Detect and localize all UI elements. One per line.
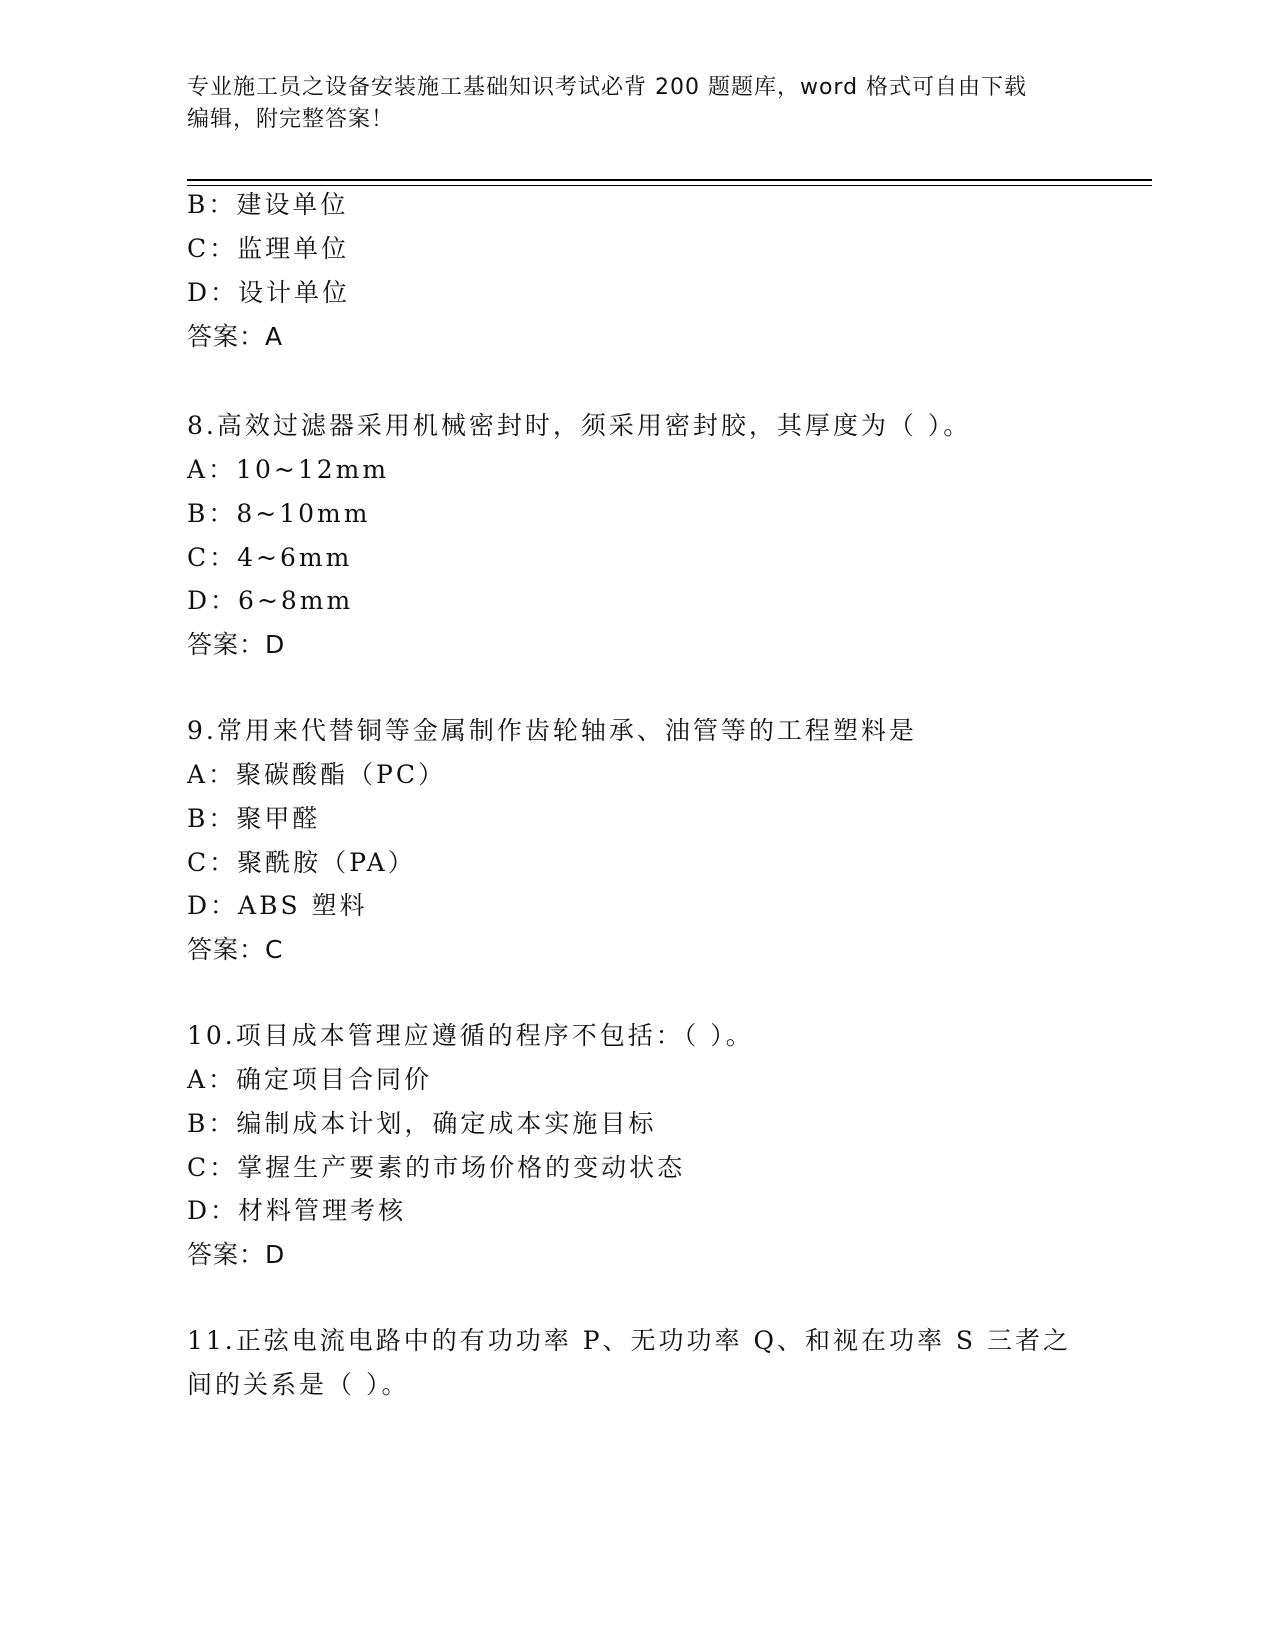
header-divider-thick [187, 179, 1152, 181]
q7-option-b: B：建设单位 [187, 190, 349, 219]
q8-option-c: C：4~6mm [187, 543, 353, 572]
q11-question-line2: 间的关系是（ ）。 [187, 1370, 410, 1399]
q9-option-b: B：聚甲醛 [187, 804, 321, 833]
q8-answer: 答案：D [187, 630, 286, 659]
q9-option-d: D：ABS 塑料 [187, 891, 368, 920]
header-title-line2: 编辑，附完整答案！ [187, 107, 395, 132]
q7-option-c: C：监理单位 [187, 234, 350, 263]
q9-option-c: C：聚酰胺（PA） [187, 848, 416, 877]
q11-question-line1: 11.正弦电流电路中的有功功率 P、无功功率 Q、和视在功率 S 三者之 [187, 1326, 1071, 1355]
q7-option-d: D：设计单位 [187, 278, 351, 307]
header-title-line1: 专业施工员之设备安装施工基础知识考试必背 200 题题库，word 格式可自由下载 [187, 75, 1028, 100]
q10-option-b: B：编制成本计划，确定成本实施目标 [187, 1109, 657, 1138]
q10-option-a: A：确定项目合同价 [187, 1065, 433, 1094]
q9-question: 9.常用来代替铜等金属制作齿轮轴承、油管等的工程塑料是 [187, 716, 917, 745]
q8-option-a: A：10~12mm [187, 455, 390, 484]
header-divider-thin [187, 185, 1152, 186]
q8-option-b: B：8~10mm [187, 499, 371, 528]
q10-option-d: D：材料管理考核 [187, 1196, 407, 1225]
q10-question: 10.项目成本管理应遵循的程序不包括：（ ）。 [187, 1021, 754, 1050]
q10-answer: 答案：D [187, 1240, 286, 1269]
q8-question: 8.高效过滤器采用机械密封时，须采用密封胶，其厚度为（ ）。 [187, 411, 972, 440]
q10-option-c: C：掌握生产要素的市场价格的变动状态 [187, 1153, 686, 1182]
q8-option-d: D：6~8mm [187, 586, 354, 615]
document-header [187, 72, 1067, 136]
q9-answer: 答案：C [187, 935, 284, 964]
q7-answer: 答案：A [187, 322, 284, 351]
q9-option-a: A：聚碳酸酯（PC） [187, 760, 447, 789]
